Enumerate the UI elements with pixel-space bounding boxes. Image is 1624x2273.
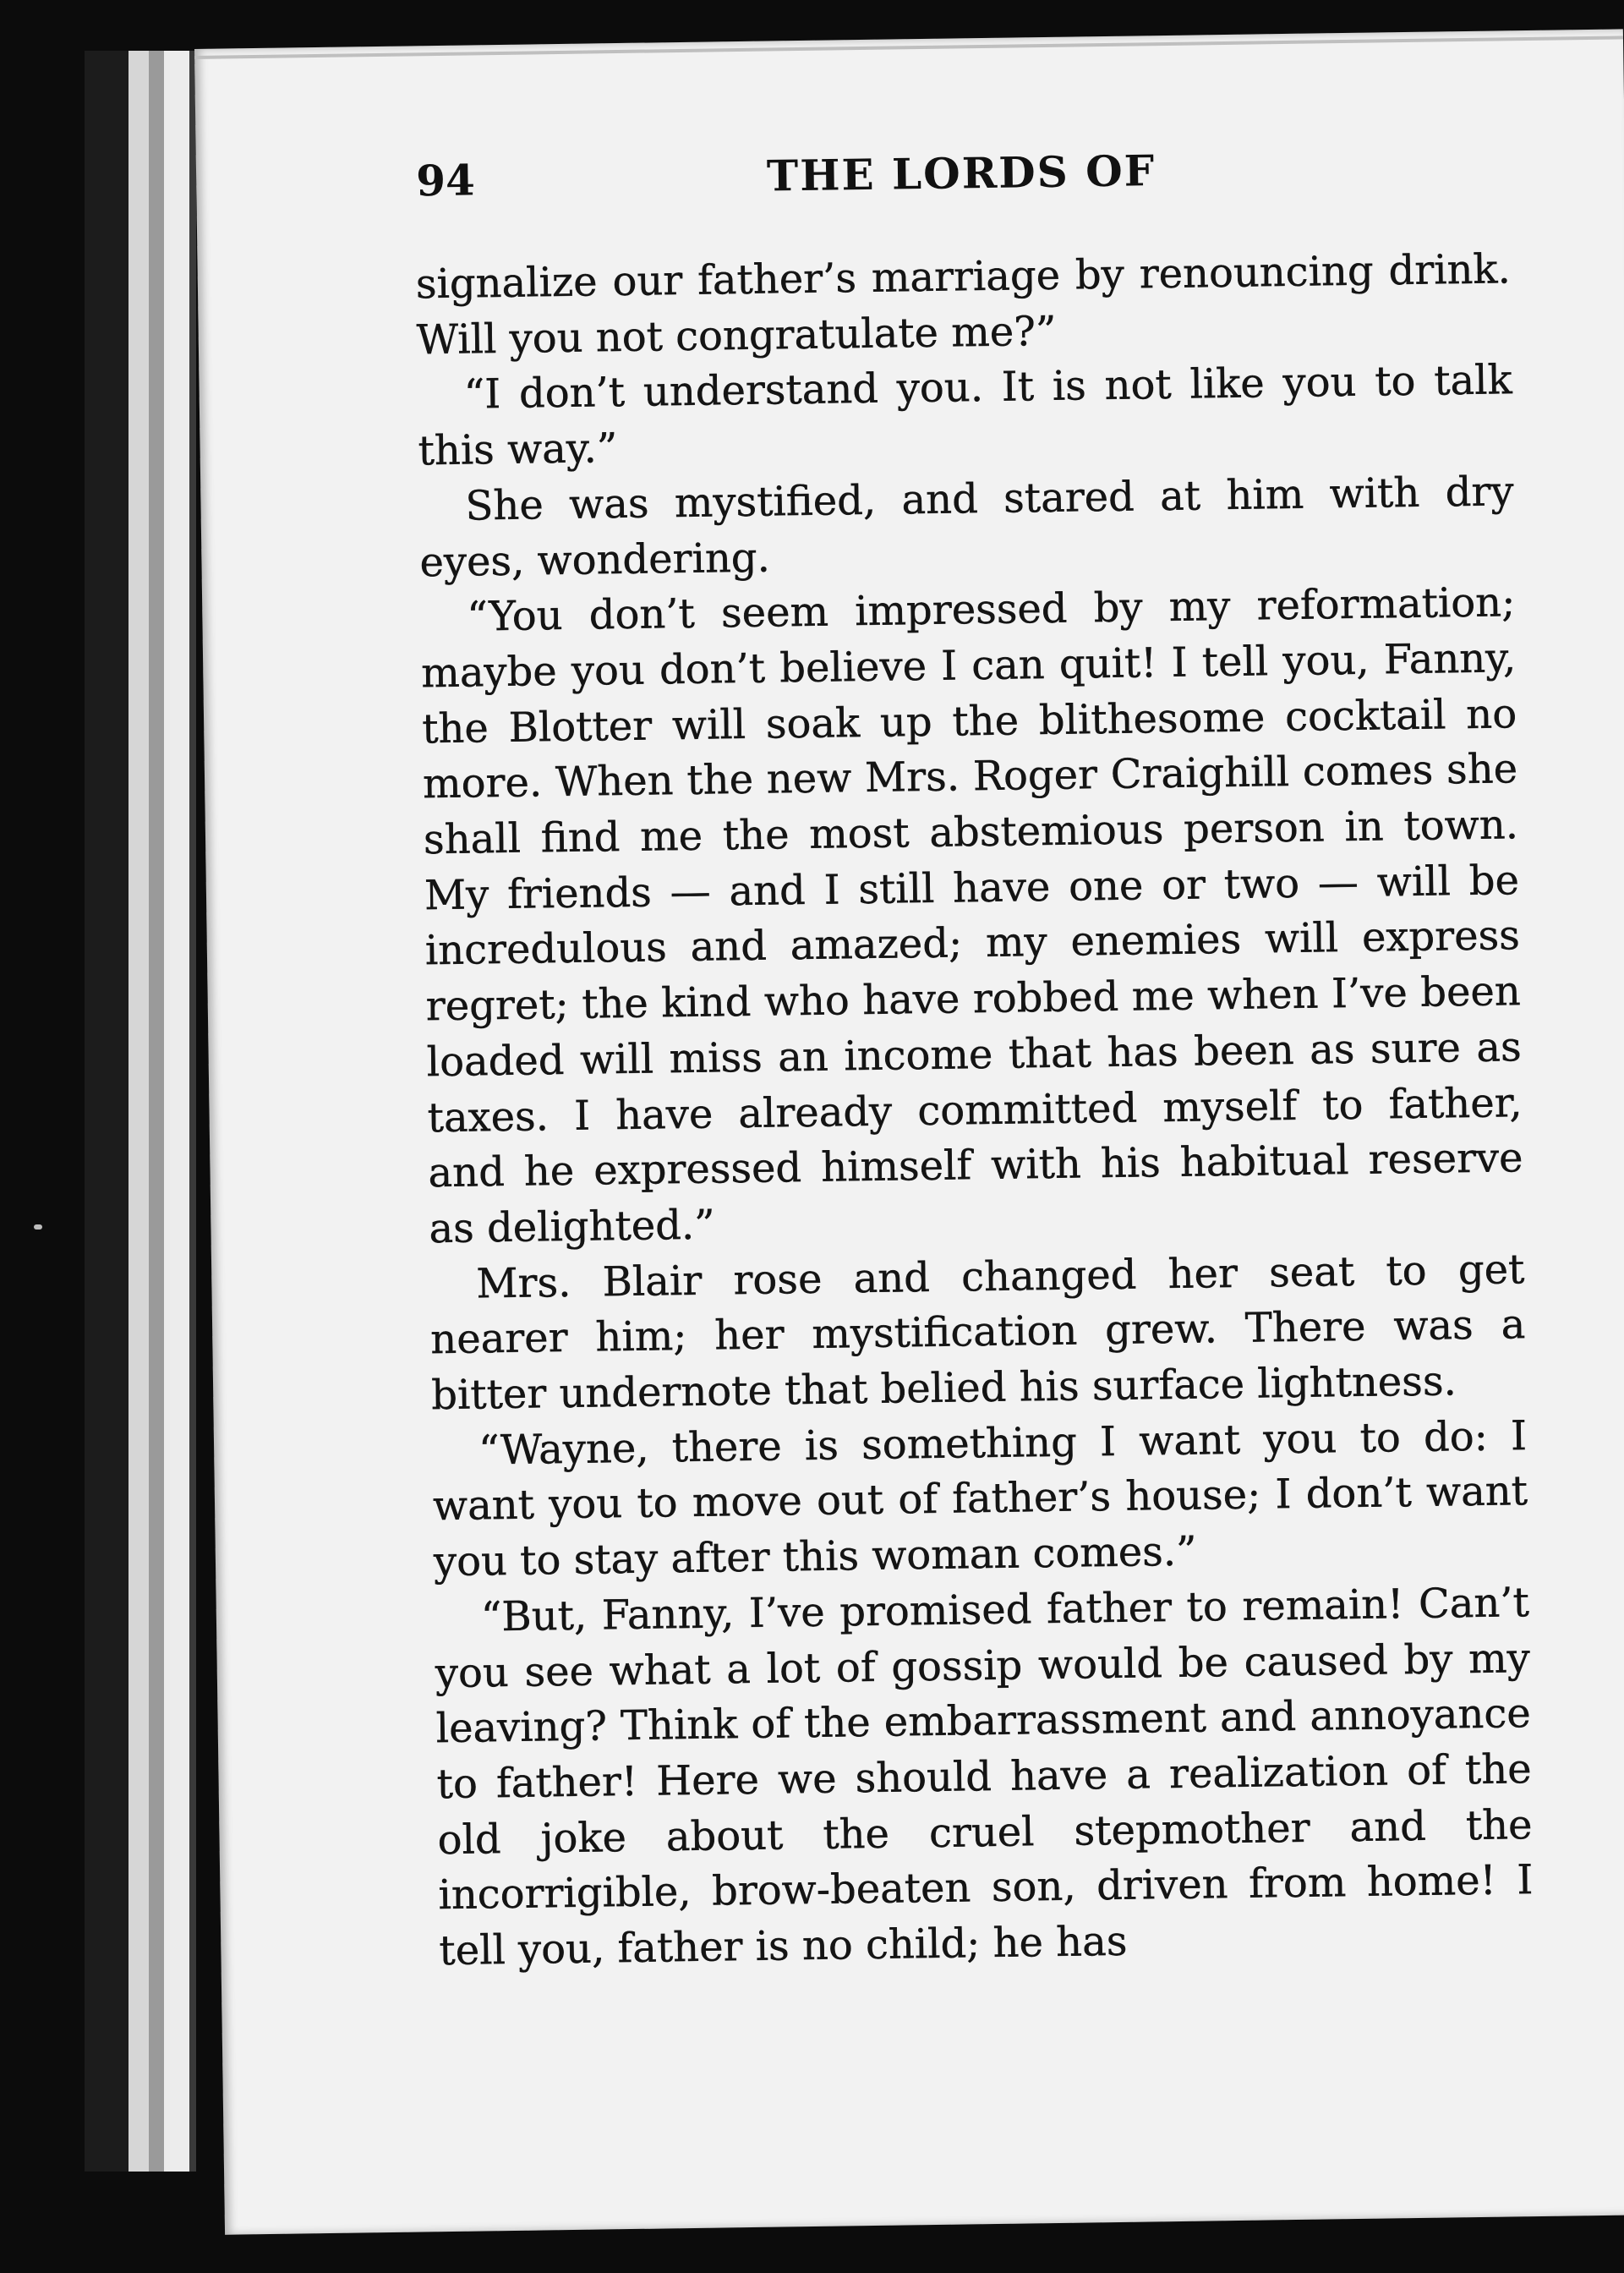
paragraph: signalize our father’s marriage by renouncing drink. Will you not congratulate me?” [415,245,1512,364]
body-text [415,242,1534,1980]
running-head: THE LORDS OF [766,145,1156,201]
paragraph: “But, Fanny, I’ve promised father to remain! Can’t you see what a lot of gossip would be caused by my leaving? Think of the embarrassment and annoyance to father! Here we should have a realization of the old joke about the cruel stepmother and the incorrigible, brow-beaten son, driven from home! I tell you, father is no child; he has [435,1579,1534,1975]
page-stack-edge [128,51,149,2172]
paragraph: Mrs. Blair rose and changed her seat to get nearer him; her mystification grew. There was a bitter undernote that belied his surface lightness. [429,1245,1526,1420]
paragraph: “Wayne, there is something I want you to do: I want you to move out of father’s house; I don’t want you to stay after this woman comes.” [432,1411,1528,1586]
scan-speck [34,1224,42,1230]
page-header [416,140,1507,232]
page-number: 94 [415,155,476,206]
page-stack-shadow [149,51,164,2172]
book-page [194,29,1624,2234]
paragraph: She was mystified, and stared at him with dry eyes, wondering. [419,468,1514,586]
gutter-shadow [189,51,196,2172]
page-stack-edge [164,51,189,2172]
paragraph: “I don’t understand you. It is not like you to talk this way.” [418,356,1513,475]
paragraph: “You don’t seem impressed by my reformation; maybe you don’t believe I can quit! I tell you, Fanny, the Blotter will soak up the blithesome cocktail no more. When the new Mrs. Roger Craighill comes she shall find me the most abstemious person in town. My friends — and I still have one or two — will be incredulous and amazed; my enemies will express regret; the kind who have robbed me when I’ve been loaded will miss an income that has been as sure as taxes. I have already committed myself to father, and he expressed himself with his habitual reserve as delighted.” [420,578,1523,1253]
page-top-edge [194,36,1623,59]
book-cover-edge [85,51,128,2172]
